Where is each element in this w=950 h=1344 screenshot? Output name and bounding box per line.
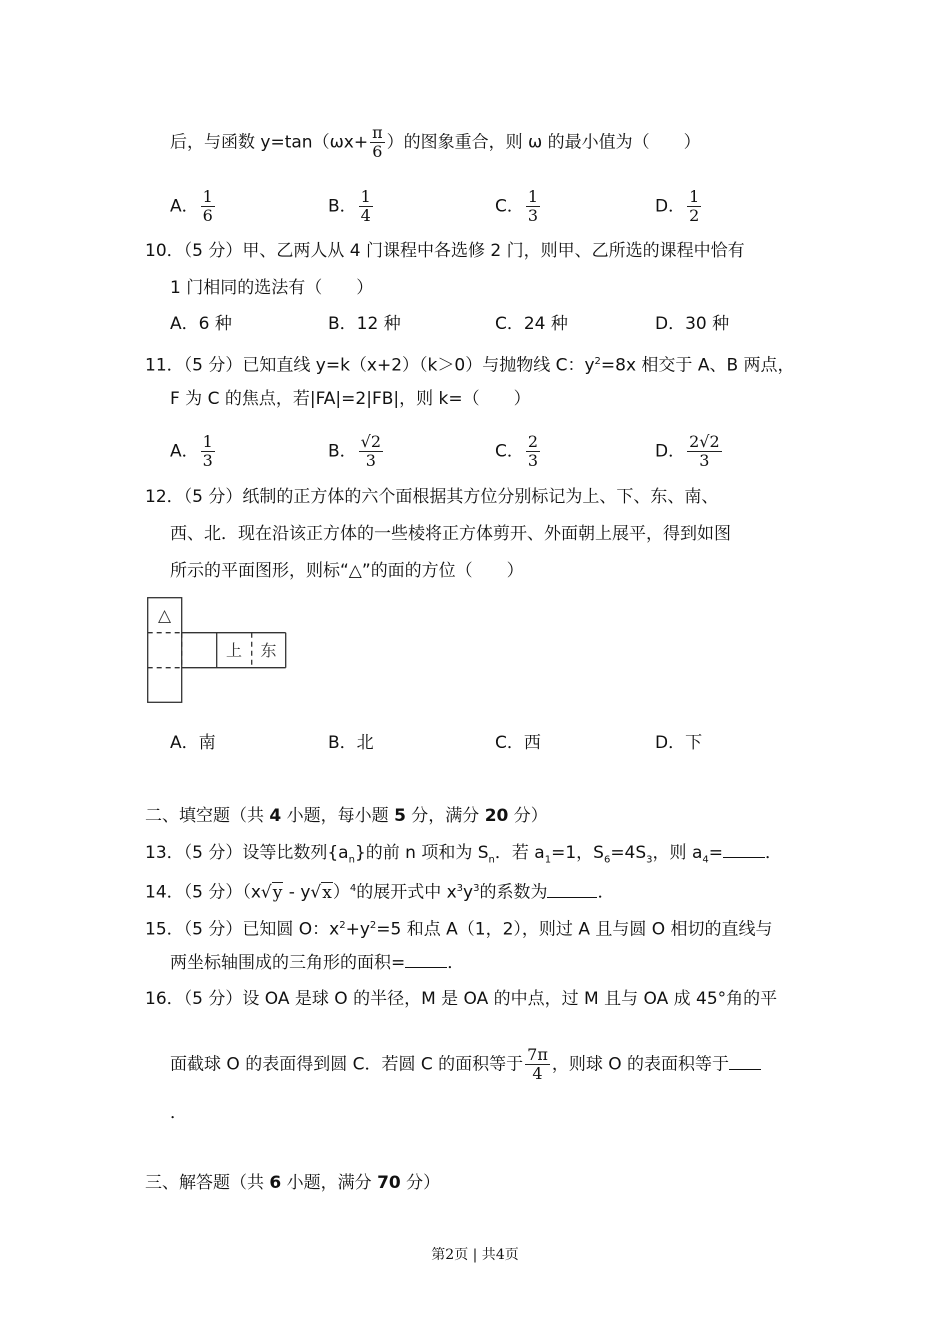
text: B． <box>328 196 357 217</box>
text: x <box>322 882 332 903</box>
text: 2 <box>369 920 377 931</box>
text: 小题，满分 <box>281 1173 378 1193</box>
q11-option-c <box>495 432 542 470</box>
text: n <box>348 854 355 866</box>
q16-line-2 <box>170 1045 761 1083</box>
fraction <box>687 188 701 225</box>
text: D． <box>655 196 686 217</box>
q12-option-a: A．南 <box>170 733 216 753</box>
text: - y <box>283 882 311 903</box>
text: 7π <box>527 1045 548 1064</box>
text: （5 分）已知直线 y=k（x+2）（k＞0）与抛物线 C：y <box>183 355 595 376</box>
text: 14． <box>145 882 184 903</box>
text: 的系数为 <box>479 882 548 903</box>
q13 <box>145 841 782 865</box>
text: ） <box>332 882 350 903</box>
text: 6 <box>202 206 213 225</box>
text: ）的图象重合，则 ω 的最小值为（ ） <box>386 132 701 153</box>
text: 3 <box>473 883 480 894</box>
answer-blank[interactable] <box>729 1053 761 1070</box>
text: 3 <box>202 451 213 470</box>
fraction <box>525 1046 550 1083</box>
text: }的前 n 项和为 S <box>354 843 489 863</box>
numerator: π <box>372 123 383 142</box>
answer-blank[interactable] <box>723 841 765 858</box>
text: （5 分）甲、乙两人从 4 门课程中各选修 2 门，则甲、乙所选的课程中恰有 <box>183 241 745 261</box>
fraction <box>526 433 540 470</box>
text: 4 <box>269 806 282 826</box>
fraction <box>201 433 215 470</box>
text: ．若 a <box>494 843 545 863</box>
q9-option-c <box>495 187 542 225</box>
text: ． <box>765 843 782 863</box>
text: 5 <box>394 806 406 826</box>
section-3-heading <box>145 1171 440 1195</box>
text: 1 <box>689 187 700 206</box>
fraction <box>359 433 383 470</box>
denominator: 6 <box>372 142 383 161</box>
text: 3 <box>365 451 376 470</box>
q11-stem <box>145 350 795 374</box>
text: 4 <box>495 1247 505 1263</box>
top-label: 上 <box>225 641 243 660</box>
text: √2 <box>360 432 382 451</box>
fraction <box>687 433 722 470</box>
text: D． <box>655 441 686 462</box>
text: （5 分）（x <box>183 882 261 903</box>
text: 1 <box>360 187 371 206</box>
q9-option-b <box>328 187 375 225</box>
fraction <box>370 124 385 161</box>
text: 后，与函数 y=tan（ωx+ <box>170 132 369 153</box>
text: 1 <box>527 187 539 206</box>
q11-option-b <box>328 432 385 470</box>
text: 20 <box>484 806 509 826</box>
text: 4 <box>532 1064 543 1083</box>
text: 70 <box>377 1173 401 1193</box>
q10-stem-2: 1 门相同的选法有（ ） <box>170 278 374 298</box>
q11-option-a <box>170 432 217 470</box>
sqrt-x: √x <box>310 882 332 903</box>
fraction <box>359 188 373 225</box>
q14 <box>145 877 614 901</box>
text: =8x 相交于 A、B 两点， <box>600 355 795 376</box>
q12-stem-3: 所示的平面图形，则标“△”的面的方位（ ） <box>170 561 524 581</box>
text: 2√2 <box>689 432 720 451</box>
q12-option-d: D．下 <box>655 733 703 753</box>
text: y <box>272 882 283 903</box>
text: 2 <box>445 1247 455 1263</box>
text: 3 <box>527 206 539 225</box>
east-label: 东 <box>260 641 277 660</box>
text: A． <box>170 441 199 462</box>
text: 3 <box>646 854 653 866</box>
text: B． <box>328 441 357 462</box>
text: C． <box>495 196 524 217</box>
text: 4 <box>349 883 357 894</box>
sqrt-y: √y <box>260 882 283 903</box>
text: （5 分）设 OA 是球 O 的半径，M 是 OA 的中点，过 M 且与 OA 成 45°角的平 <box>183 989 778 1009</box>
text: 4 <box>360 206 371 225</box>
text: A． <box>170 196 199 217</box>
text: 页 <box>504 1247 519 1263</box>
text: 2 <box>689 206 700 225</box>
fraction <box>526 188 540 225</box>
q15 <box>145 914 773 938</box>
text: 3 <box>699 451 710 470</box>
text: 3 <box>456 883 464 894</box>
q15-line-2 <box>170 951 464 975</box>
text: +y <box>345 919 370 940</box>
text: =4S <box>610 843 647 863</box>
text: 6 <box>603 854 611 866</box>
text: n <box>488 854 495 866</box>
text: 1 <box>544 854 552 866</box>
text: 4 <box>702 854 709 866</box>
text: 1 <box>202 432 213 451</box>
triangle-label: △ <box>157 606 172 626</box>
cube-net-figure <box>147 597 287 703</box>
text: 2 <box>339 920 346 931</box>
text: 12． <box>145 487 184 507</box>
text: = <box>708 843 723 863</box>
text: 11． <box>145 355 184 376</box>
text: 13． <box>145 843 184 863</box>
answer-blank[interactable] <box>405 951 447 968</box>
text: 分，满分 <box>405 806 485 826</box>
q12-stem-2: 西、北．现在沿该正方体的一些棱将正方体剪开、外面朝上展平，得到如图 <box>170 524 731 544</box>
q10-option-b: B．12 种 <box>328 314 401 334</box>
text: 面截球 O 的表面得到圆 C．若圆 C 的面积等于 <box>170 1054 524 1075</box>
text: 15． <box>145 919 184 940</box>
text: 小题，每小题 <box>281 806 395 826</box>
text: 2 <box>527 432 539 451</box>
q10-option-c: C．24 种 <box>495 314 568 334</box>
text: =1，S <box>551 843 604 863</box>
q9-option-d <box>655 187 703 225</box>
text: 2 <box>594 356 601 367</box>
text: ，则 a <box>652 843 703 863</box>
q12-stem <box>145 485 718 509</box>
q16-end: ． <box>170 1103 187 1123</box>
text: =5 和点 A（1，2），则过 A 且与圆 O 相切的直线与 <box>376 919 773 940</box>
text: ． <box>597 882 615 903</box>
text: ． <box>447 953 465 973</box>
text: 16． <box>145 989 184 1009</box>
text: 3 <box>527 451 539 470</box>
answer-blank[interactable] <box>547 881 597 898</box>
text: 6 <box>269 1173 282 1193</box>
text: C． <box>495 441 524 462</box>
text: （5 分）纸制的正方体的六个面根据其方位分别标记为上、下、东、南、 <box>183 487 719 507</box>
text: 两坐标轴围成的三角形的面积= <box>170 953 406 973</box>
text: 10． <box>145 241 184 261</box>
text: 第 <box>431 1247 446 1263</box>
text: ，则球 O 的表面积等于 <box>551 1054 730 1075</box>
q9-stem <box>170 123 701 161</box>
section-2-heading <box>145 804 548 828</box>
text: （5 分）已知圆 O：x <box>183 919 340 940</box>
q12-option-c: C．西 <box>495 733 541 753</box>
text: 分） <box>508 806 548 826</box>
q10-option-a: A．6 种 <box>170 314 232 334</box>
q10-option-d: D．30 种 <box>655 314 730 334</box>
text: y <box>463 882 474 903</box>
text: （5 分）设等比数列{a <box>183 843 349 863</box>
text: 1 <box>202 187 213 206</box>
text: 三、解答题（共 <box>145 1173 270 1193</box>
q12-option-b: B．北 <box>328 733 374 753</box>
text: 分） <box>400 1173 441 1193</box>
q10-stem <box>145 239 745 263</box>
q16 <box>145 987 777 1011</box>
page-footer <box>0 1244 950 1264</box>
text: 二、填空题（共 <box>145 806 270 826</box>
fraction <box>201 188 215 225</box>
text: 页 | 共 <box>454 1247 496 1263</box>
q9-option-a <box>170 187 217 225</box>
text: 的展开式中 x <box>356 882 457 903</box>
q11-option-d <box>655 432 724 470</box>
q11-stem-2: F 为 C 的焦点，若|FA|=2|FB|，则 k=（ ） <box>170 389 531 409</box>
